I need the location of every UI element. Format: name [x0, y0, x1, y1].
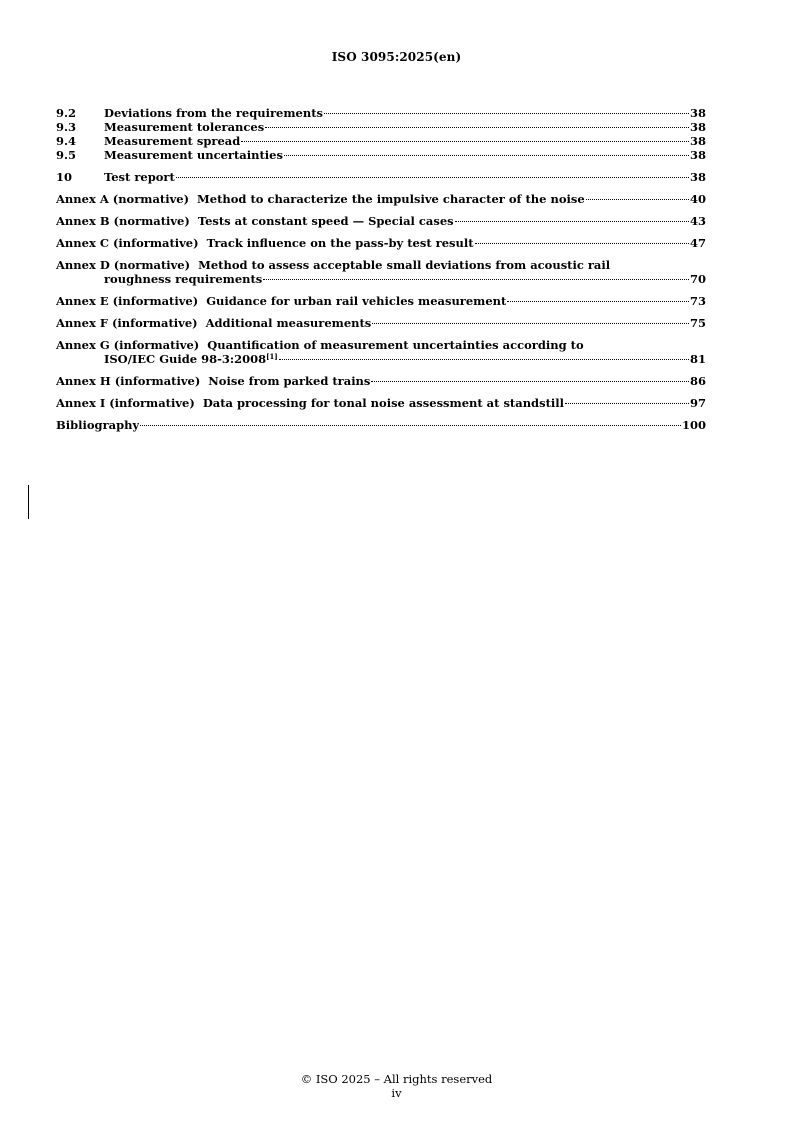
toc-entry-page: 47	[689, 236, 706, 250]
page-number: iv	[391, 1086, 402, 1100]
annex-label: Annex A (normative)	[56, 192, 190, 206]
toc-entry-number: 9.5	[56, 148, 77, 162]
toc-entry-title: Measurement tolerances	[104, 120, 265, 134]
toc-entry-page: 38	[689, 106, 706, 120]
dot-leader	[565, 403, 689, 404]
toc-entry-page: 38	[689, 120, 706, 134]
dot-leader	[475, 243, 689, 244]
dot-leader	[176, 177, 689, 178]
toc-entry-page: 38	[689, 170, 706, 184]
toc-entry-annex-h[interactable]	[56, 374, 706, 388]
copyright-notice: © ISO 2025 – All rights reserved	[300, 1072, 493, 1086]
annex-label: Annex C (informative)	[56, 236, 199, 250]
toc-entry-9-5[interactable]	[56, 148, 706, 162]
dot-leader	[371, 381, 689, 382]
dot-leader	[140, 425, 681, 426]
toc-entry-10[interactable]	[56, 170, 706, 184]
annex-title: Method to characterize the impulsive character of the noise	[197, 192, 585, 206]
annex-label: Annex D (normative)	[56, 258, 191, 272]
toc-entry-annex-e[interactable]	[56, 294, 706, 308]
annex-title: Tests at constant speed — Special cases	[197, 214, 454, 228]
annex-title-line2: roughness requirements	[104, 272, 263, 286]
toc-entry-number: 9.3	[56, 120, 77, 134]
toc-entry-annex-c[interactable]	[56, 236, 706, 250]
annex-title: Track influence on the pass-by test result	[206, 236, 474, 250]
toc-entry-page: 97	[689, 396, 706, 410]
toc-entry-annex-i[interactable]	[56, 396, 706, 410]
toc-entry-9-4[interactable]	[56, 134, 706, 148]
toc-entry-page: 86	[689, 374, 706, 388]
toc-entry-number: 9.4	[56, 134, 77, 148]
annex-label: Annex H (informative)	[56, 374, 201, 388]
toc-entry-page: 81	[689, 352, 706, 366]
annex-label: Annex G (informative)	[56, 338, 200, 352]
toc-entry-title: Bibliography	[56, 418, 140, 432]
annex-label: Annex B (normative)	[56, 214, 190, 228]
toc-entry-page: 43	[689, 214, 706, 228]
toc-entry-page: 40	[689, 192, 706, 206]
dot-leader	[455, 221, 689, 222]
toc-entry-annex-g[interactable]	[56, 338, 706, 366]
annex-title: Additional measurements	[205, 316, 372, 330]
annex-title-line2: ISO/IEC Guide 98-3:2008	[104, 352, 267, 366]
toc-entry-9-2[interactable]	[56, 106, 706, 120]
annex-title-line1: Quantification of measurement uncertainties according to	[207, 338, 584, 352]
document-header: ISO 3095:2025(en)	[331, 50, 462, 64]
annex-label: Annex I (informative)	[56, 396, 195, 410]
dot-leader	[241, 141, 689, 142]
toc-entry-page: 70	[689, 272, 706, 286]
toc-entry-page: 75	[689, 316, 706, 330]
dot-leader	[279, 359, 689, 360]
dot-leader	[265, 127, 689, 128]
dot-leader	[284, 155, 689, 156]
text-cursor	[28, 485, 29, 519]
toc-entry-page: 38	[689, 134, 706, 148]
toc-entry-page: 100	[681, 418, 706, 432]
table-of-contents	[56, 106, 706, 432]
annex-title: Noise from parked trains	[208, 374, 371, 388]
annex-title: Data processing for tonal noise assessment at standstill	[202, 396, 564, 410]
toc-entry-title: Deviations from the requirements	[104, 106, 323, 120]
toc-entry-title: Test report	[104, 170, 175, 184]
toc-entry-annex-b[interactable]	[56, 214, 706, 228]
toc-entry-annex-d[interactable]	[56, 258, 706, 286]
toc-entry-title: Measurement spread	[104, 134, 241, 148]
bibliography-reference[interactable]: [1]	[266, 352, 278, 361]
dot-leader	[586, 199, 689, 200]
annex-label: Annex F (informative)	[56, 316, 198, 330]
toc-entry-title: Measurement uncertainties	[104, 148, 283, 162]
toc-entry-bibliography[interactable]	[56, 418, 706, 432]
dot-leader	[372, 323, 689, 324]
dot-leader	[507, 301, 689, 302]
toc-entry-page: 73	[689, 294, 706, 308]
toc-entry-annex-a[interactable]	[56, 192, 706, 206]
toc-entry-number: 10	[56, 170, 73, 184]
annex-title: Guidance for urban rail vehicles measurement	[206, 294, 507, 308]
toc-entry-page: 38	[689, 148, 706, 162]
page-footer	[0, 1072, 793, 1100]
annex-title-line1: Method to assess acceptable small deviations from acoustic rail	[198, 258, 611, 272]
dot-leader	[324, 113, 689, 114]
toc-entry-9-3[interactable]	[56, 120, 706, 134]
annex-label: Annex E (informative)	[56, 294, 199, 308]
toc-entry-annex-f[interactable]	[56, 316, 706, 330]
toc-entry-number: 9.2	[56, 106, 77, 120]
dot-leader	[263, 279, 689, 280]
